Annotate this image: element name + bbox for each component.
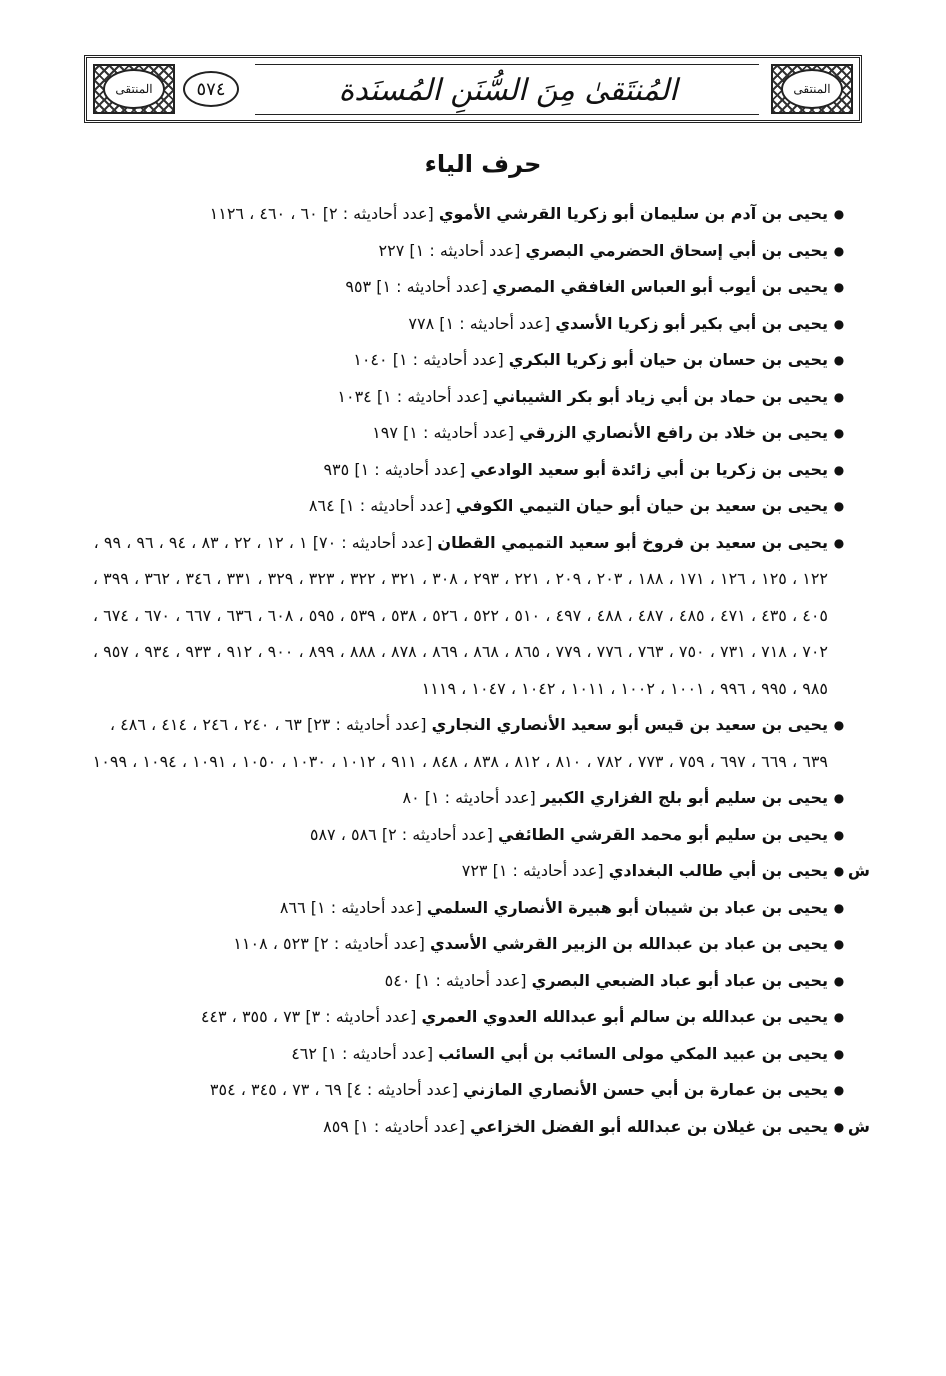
hadith-count: [عدد أحاديثه : ١] <box>492 861 604 880</box>
hadith-numbers: ٧٧٨ <box>408 313 435 333</box>
list-item <box>80 306 870 343</box>
entry-text <box>80 1109 828 1146</box>
hadith-numbers: ٨٦٤ <box>308 496 335 515</box>
hadith-count: [عدد أحاديثه : ١] <box>353 1116 465 1136</box>
bullet-icon: ● <box>833 426 845 440</box>
entry-text <box>80 525 828 708</box>
entry-text <box>80 926 828 963</box>
list-item <box>80 525 870 708</box>
bullet-icon: ● <box>833 499 845 513</box>
narrator-name: يحيى بن حسان بن حيان أبو زكريا البكري <box>508 350 828 369</box>
entry-text <box>80 452 828 489</box>
list-item <box>80 707 870 780</box>
list-item <box>80 452 870 489</box>
hadith-numbers: ١٩٧ <box>372 423 398 442</box>
bullet-icon: ● <box>833 1119 845 1134</box>
hadith-count: [عدد أحاديثه : ١] <box>310 897 422 917</box>
narrator-name: يحيى بن أبي طالب البغدادي <box>608 861 828 880</box>
narrator-name: يحيى بن غيلان بن عبدالله أبو الفضل الخزاعي <box>470 1116 828 1136</box>
page-header <box>84 55 862 123</box>
narrator-name: يحيى بن خلاد بن رافع الأنصاري الزرقي <box>519 423 828 442</box>
hadith-numbers: ٥٢٣ ، ١١٠٨ <box>233 934 309 953</box>
hadith-count: [عدد أحاديثه : ١] <box>354 459 466 479</box>
entry-text <box>80 379 828 416</box>
hadith-numbers: ٥٨٦ ، ٥٨٧ <box>309 824 377 844</box>
narrator-name: يحيى بن آدم بن سليمان أبو زكريا القرشي الأموي <box>438 204 828 223</box>
narrator-name: يحيى بن زكريا بن أبي زائدة أبو سعيد الوادعي <box>470 459 828 479</box>
bullet-icon: ● <box>833 207 845 221</box>
narrator-name: يحيى بن عباد بن شيبان أبو هبيرة الأنصاري السلمي <box>426 897 828 917</box>
ornament-roundel-right: المنتقى <box>781 69 843 109</box>
entry-marker: ش <box>847 1116 870 1136</box>
narrator-name: يحيى بن أبي بكير أبو زكريا الأسدي <box>555 313 828 333</box>
bullet-icon: ● <box>833 535 845 550</box>
entry-text <box>80 817 828 854</box>
hadith-count: [عدد أحاديثه : ١] <box>322 1043 434 1063</box>
narrator-name: يحيى بن عبيد المكي مولى السائب بن أبي السائب <box>438 1043 828 1063</box>
entry-text <box>80 1072 828 1109</box>
hadith-numbers: ٤٦٢ <box>291 1043 317 1063</box>
hadith-count: [عدد أحاديثه : ٢٣] <box>306 715 427 734</box>
narrator-name: يحيى بن سعيد بن قيس أبو سعيد الأنصاري النجاري <box>431 715 828 734</box>
list-item <box>80 780 870 817</box>
hadith-count: [عدد أحاديثه : ١] <box>403 423 515 442</box>
narrator-name: يحيى بن عبدالله بن سالم أبو عبدالله العدوي العمري <box>421 1007 828 1026</box>
hadith-count: [عدد أحاديثه : ٢] <box>322 204 434 223</box>
book-title: المُنتَقىٰ مِنَ السُّنَنِ المُسنَدة <box>338 72 678 108</box>
narrator-name: يحيى بن عباد أبو عباد الضبعي البصري <box>531 970 828 990</box>
hadith-numbers: ٦٣ ، ٢٤٠ ، ٢٤٦ ، ٤١٤ ، ٤٨٦ ، ٦٣٩ ، ٦٦٩ ، ٦٩٧ ، ٧٥٩ ، ٧٧٣ ، ٧٨٢ ، ٨١٠ ، ٨١٢ ، ٨٣٨ ، ٨٤٨ ، ٩١١ ، ١٠١٢ ، ١٠٣٠ ، ١٠٥٠ ، ١٠٩١ ، ١٠٩٤ ، ١٠٩٩ <box>92 715 828 771</box>
hadith-numbers: ٨٦٦ <box>279 897 306 917</box>
entry-text <box>80 342 828 379</box>
narrator-name: يحيى بن عمارة بن أبي حسن الأنصاري المازني <box>463 1080 828 1099</box>
page-number: ٥٧٤ <box>183 71 239 107</box>
section-title: حرف الياء <box>424 150 542 178</box>
bullet-icon: ● <box>833 791 845 805</box>
hadith-count: [عدد أحاديثه : ٧٠] <box>312 532 433 552</box>
hadith-numbers: ١ ، ١٢ ، ٢٢ ، ٨٣ ، ٩٤ ، ٩٦ ، ٩٩ ، ١٢٢ ، ١٢٥ ، ١٢٦ ، ١٧١ ، ١٨٨ ، ٢٠٣ ، ٢٠٩ ، ٢٢١ ، ٢٩٣ ، ٣٠٨ ، ٣٢١ ، ٣٢٢ ، ٣٢٣ ، ٣٢٩ ، ٣٣١ ، ٣٤٦ ، ٣٦٢ ، ٣٩٩ ، ٤٠٥ ، ٤٣٥ ، ٤٧١ ، ٤٨٥ ، ٤٨٧ ، ٤٨٨ ، ٤٩٧ ، ٥١٠ ، ٥٢٢ ، ٥٢٦ ، ٥٣٨ ، ٥٣٩ ، ٥٩٥ ، ٦٠٨ ، ٦٣٦ ، ٦٦٧ ، ٦٧٠ ، ٦٧٤ ، ٧٠٢ ، ٧١٨ ، ٧٣١ ، ٧٥٠ ، ٧٦٣ ، ٧٧٦ ، ٧٧٩ ، ٨٦٥ ، ٨٦٨ ، ٨٦٩ ، ٨٧٨ ، ٨٨٨ ، ٨٩٩ ، ٩٠٠ ، ٩١٢ ، ٩٣٣ ، ٩٣٤ ، ٩٥٧ ، ٩٨٥ ، ٩٩٥ ، ٩٩٦ ، ١٠٠١ ، ١٠٠٢ ، ١٠١١ ، ١٠٤٢ ، ١٠٤٧ ، ١١١٩ <box>92 532 828 698</box>
entry-text <box>80 415 828 452</box>
bullet-icon: ● <box>833 1083 845 1097</box>
entry-text <box>80 890 828 927</box>
narrator-name: يحيى بن سعيد بن حيان أبو حيان التيمي الكوفي <box>455 496 828 515</box>
entry-text <box>80 233 828 270</box>
list-item <box>80 999 870 1036</box>
header-rule-top <box>255 64 759 65</box>
entry-text <box>80 1036 828 1073</box>
narrator-name: يحيى بن سليم أبو بلج الفزاري الكبير <box>540 788 828 807</box>
hadith-count: [عدد أحاديثه : ٢] <box>313 934 425 953</box>
list-item <box>80 817 870 854</box>
bullet-icon: ● <box>833 1010 845 1024</box>
list-item <box>80 890 870 927</box>
hadith-numbers: ٧٣ ، ٣٥٥ ، ٤٤٣ <box>200 1007 301 1026</box>
bullet-icon: ● <box>833 462 845 477</box>
hadith-numbers: ٥٤٠ <box>384 970 411 990</box>
entry-text <box>80 780 828 817</box>
header-rule-bottom <box>255 114 759 115</box>
entry-text <box>80 707 828 780</box>
bullet-icon: ● <box>833 316 845 331</box>
hadith-count: [عدد أحاديثه : ١] <box>376 386 488 406</box>
list-item <box>80 963 870 1000</box>
hadith-count: [عدد أحاديثه : ١] <box>392 350 504 369</box>
hadith-numbers: ٦٠ ، ٤٦٠ ، ١١٢٦ <box>209 204 318 223</box>
bullet-icon: ● <box>833 353 845 367</box>
entry-text <box>80 269 828 306</box>
bullet-icon: ● <box>833 864 845 878</box>
bullet-icon: ● <box>833 937 845 951</box>
list-item <box>80 853 870 890</box>
list-item <box>80 196 870 233</box>
bullet-icon: ● <box>833 973 845 988</box>
list-item <box>80 1036 870 1073</box>
hadith-numbers: ٨٠ <box>402 788 420 807</box>
hadith-numbers: ٧٢٣ <box>461 861 488 880</box>
entry-text <box>80 306 828 343</box>
list-item <box>80 342 870 379</box>
hadith-count: [عدد أحاديثه : ٤] <box>346 1080 458 1099</box>
entry-text <box>80 196 828 233</box>
entry-text <box>80 963 828 1000</box>
header-ornament-left <box>93 64 175 114</box>
bullet-icon: ● <box>833 280 845 294</box>
hadith-count: [عدد أحاديثه : ٣] <box>305 1007 417 1026</box>
bullet-icon: ● <box>833 900 845 915</box>
bullet-icon: ● <box>833 1046 845 1061</box>
entry-text <box>80 853 828 890</box>
narrator-name: يحيى بن سليم أبو محمد القرشي الطائفي <box>497 824 828 844</box>
list-item <box>80 415 870 452</box>
hadith-numbers: ٦٩ ، ٧٣ ، ٣٤٥ ، ٣٥٤ <box>209 1080 342 1099</box>
hadith-numbers: ٨٥٩ <box>323 1116 349 1136</box>
list-item <box>80 269 870 306</box>
hadith-count: [عدد أحاديثه : ١] <box>424 788 536 807</box>
list-item <box>80 233 870 270</box>
hadith-numbers: ١٠٤٠ <box>353 350 388 369</box>
bullet-icon: ● <box>833 827 845 842</box>
entry-text <box>80 488 828 525</box>
list-item <box>80 926 870 963</box>
narrator-name: يحيى بن أبي إسحاق الحضرمي البصري <box>525 240 828 260</box>
bullet-icon: ● <box>833 718 845 732</box>
narrator-list <box>80 196 870 1145</box>
list-item <box>80 379 870 416</box>
hadith-numbers: ٩٣٥ <box>323 459 350 479</box>
hadith-count: [عدد أحاديثه : ١] <box>339 496 451 515</box>
list-item <box>80 1109 870 1146</box>
narrator-name: يحيى بن أيوب أبو العباس الغافقي المصري <box>492 277 828 296</box>
narrator-name: يحيى بن عباد بن عبدالله بن الزبير القرشي الأسدي <box>429 934 828 953</box>
list-item <box>80 488 870 525</box>
hadith-count: [عدد أحاديثه : ١] <box>415 970 527 990</box>
bullet-icon: ● <box>833 243 845 258</box>
hadith-numbers: ١٠٣٤ <box>337 386 372 406</box>
narrator-name: يحيى بن حماد بن أبي زياد أبو بكر الشيباني <box>492 386 828 406</box>
hadith-count: [عدد أحاديثه : ٢] <box>381 824 493 844</box>
hadith-numbers: ٩٥٣ <box>345 277 372 296</box>
header-ornament-right <box>771 64 853 114</box>
hadith-numbers: ٢٢٧ <box>378 240 405 260</box>
ornament-roundel-left: المنتقى <box>103 69 165 109</box>
entry-text <box>80 999 828 1036</box>
list-item <box>80 1072 870 1109</box>
hadith-count: [عدد أحاديثه : ١] <box>409 240 521 260</box>
narrator-name: يحيى بن سعيد بن فروخ أبو سعيد التميمي القطان <box>437 532 828 552</box>
entry-marker: ش <box>847 861 870 880</box>
hadith-count: [عدد أحاديثه : ١] <box>439 313 551 333</box>
hadith-count: [عدد أحاديثه : ١] <box>376 277 488 296</box>
bullet-icon: ● <box>833 389 845 404</box>
